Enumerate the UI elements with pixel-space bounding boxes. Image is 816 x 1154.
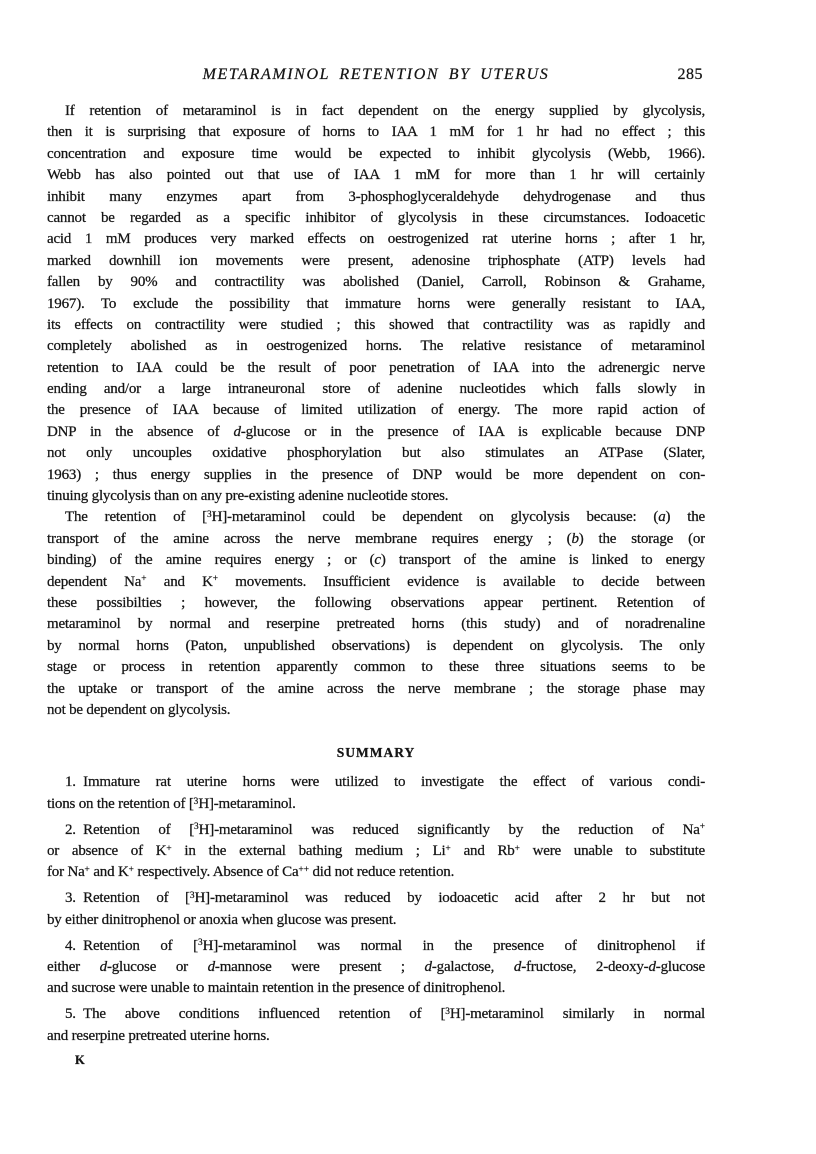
text-line: If retention of metaraminol is in fact dependent on the energy supplied by glycolysis, [65,103,705,119]
text-line: stage or process in retention apparently common to these three situations seems to be [47,659,705,676]
text-line: 5. The above conditions influenced retention of [$^3$H]-metaraminol similarly in normal [65,1006,705,1023]
text-line: inhibit many enzymes apart from 3-phosphoglyceraldehyde dehydrogenase and thus [47,188,705,205]
text-line: for Na+ and K+ respectively. Absence of Ca++ did not reduce retention. [47,864,455,881]
text-line: completely abolished as in oestrogenized horns. The relative resistance of metaraminol [47,338,705,355]
text-line: acid 1 mM produces very marked effects on oestrogenized rat uterine horns ; after 1 hr, [47,231,705,248]
text-line: The retention of [$^3$H]-metaraminol could be dependent on glycolysis because: (a) the [65,509,705,526]
page-header [47,64,705,86]
text-line: DNP in the absence of d-glucose or in the presence of IAA is explicable because DNP [47,423,705,440]
discussion-paragraph-2 [47,507,705,721]
text-line: cannot be regarded as a specific inhibitor of glycolysis in these circumstances. Iodoacetic [47,209,705,226]
text-line: metaraminol by normal and reserpine pretreated horns (this study) and of noradrenaline [47,616,705,633]
text-line: or absence of K+ in the external bathing medium ; Li+ and Rb+ were unable to substitute [47,843,705,859]
text-line: and sucrose were unable to maintain retention in the presence of dinitrophenol. [47,980,506,997]
text-line: either d-glucose or d-mannose were present ; d-galactose, d-fructose, 2-deoxy-d-glucose [47,958,705,975]
summary-point-3 [47,888,705,931]
summary-point-2 [47,820,705,884]
text-line: binding) of the amine requires energy ; or (c) transport of the amine is linked to energy [47,552,705,569]
text-line: 3. Retention of [$^3$H]-metaraminol was reduced by iodoacetic acid after 2 hr but not [65,890,705,907]
text-line: Webb has also pointed out that use of IAA 1 mM for more than 1 hr will certainly [47,167,705,184]
text-line: by normal horns (Paton, unpublished observations) is dependent on glycolysis. The only [47,637,705,654]
running-title: METARAMINOL RETENTION BY UTERUS [202,66,550,83]
text-line: and reserpine pretreated uterine horns. [47,1027,270,1044]
signature-mark: K [75,1053,86,1068]
text-line: concentration and exposure time would be expected to inhibit glycolysis (Webb, 1966). [47,145,705,162]
text-line: then it is surprising that exposure of horns to IAA 1 mM for 1 hr had no effect ; this [47,124,705,141]
text-line: by either dinitrophenol or anoxia when glucose was present. [47,911,397,928]
text-line: tinuing glycolysis than on any pre-existing adenine nucleotide stores. [47,488,449,505]
text-line: dependent Na+ and K+ movements. Insufficient evidence is available to decide between [47,573,705,590]
text-line: 4. Retention of [$^3$H]-metaraminol was normal in the presence of dinitrophenol if [65,937,705,954]
summary-list [47,772,705,1047]
text-line: fallen by 90% and contractility was abolished (Daniel, Carroll, Robinson & Grahame, [47,274,705,291]
text-line: 1. Immature rat uterine horns were utilized to investigate the effect of various condi- [65,774,705,791]
text-line: 1967). To exclude the possibility that immature horns were generally resistant to IAA, [47,295,705,312]
text-line: not be dependent on glycolysis. [47,701,231,718]
text-line: ending and/or a large intraneuronal store of adenine nucleotides which falls slowly in [47,381,705,398]
text-line: the uptake or transport of the amine across the nerve membrane ; the storage phase may [47,680,705,697]
text-line: transport of the amine across the nerve membrane requires energy ; (b) the storage (or [47,530,705,547]
summary-point-5 [47,1004,705,1047]
text-line: tions on the retention of [$^3$H]-metaraminol. [47,795,296,812]
summary-heading: SUMMARY [336,745,416,761]
discussion-paragraph-1 [47,101,705,507]
text-line: not only uncouples oxidative phosphorylation but also stimulates an ATPase (Slater, [47,445,705,462]
discussion-text [47,101,705,721]
text-line: 1963) ; thus energy supplies in the presence of DNP would be more dependent on con- [47,466,705,483]
text-line: its effects on contractility were studied ; this showed that contractility was as rapidly and [47,316,705,333]
text-line: marked downhill ion movements were present, adenosine triphosphate (ATP) levels had [47,252,705,269]
text-line: the presence of IAA because of limited utilization of energy. The more rapid action of [47,402,705,419]
page-number: 285 [677,66,703,83]
summary-point-4 [47,936,705,1000]
page-content [47,0,705,1068]
text-line: 2. Retention of [$^3$H]-metaraminol was reduced significantly by the reduction of Na+ [65,821,705,838]
text-line: these possibilties ; however, the following observations appear pertinent. Retention of [47,594,705,611]
summary-point-1 [47,772,705,815]
text-line: retention to IAA could be the result of poor penetration of IAA into the adrenergic nerve [47,359,705,376]
